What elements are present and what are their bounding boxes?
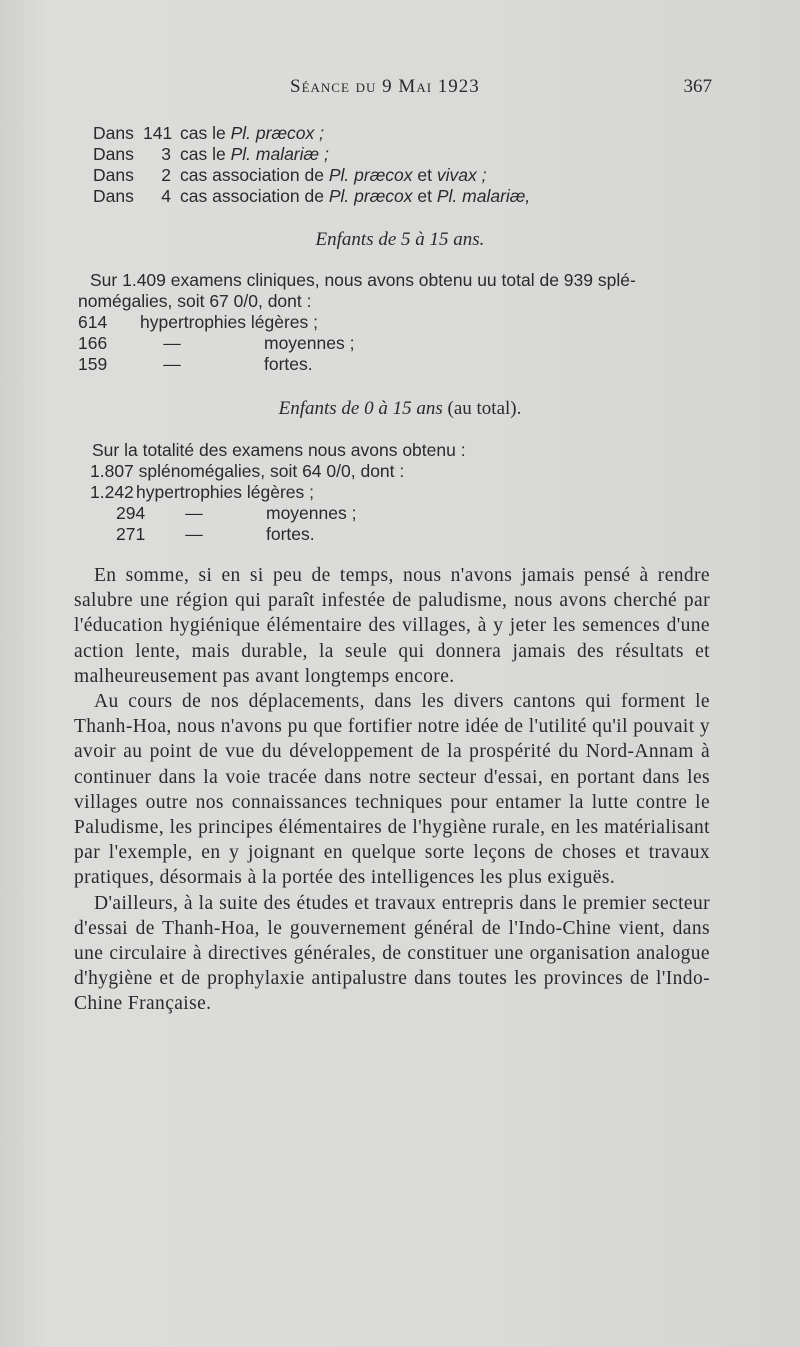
case-count: 2 — [161, 165, 171, 185]
stats-number: 271 — [116, 524, 146, 544]
stats-line: nomégalies, soit 67 0/0, dont : — [78, 291, 312, 311]
stats-number: 1.242 — [90, 482, 134, 502]
stats-text: fortes. — [266, 524, 315, 544]
case-text: cas le — [180, 123, 226, 143]
conjunction: et — [417, 186, 432, 206]
case-count: 3 — [161, 144, 171, 164]
case-text: cas association de — [180, 165, 324, 185]
case-row — [93, 123, 530, 144]
species-name: Pl. malariæ, — [436, 186, 531, 206]
case-row — [93, 165, 530, 186]
case-label: Dans — [93, 123, 134, 143]
ditto-dash: — — [185, 524, 203, 544]
stats-row — [78, 312, 710, 333]
section-heading-italic: Enfants de 0 à 15 ans — [278, 398, 443, 419]
paragraph: Au cours de nos déplacements, dans les divers cantons qui forment le Thanh-Hoa, nous n'avons pu que fortifier notre idée de l'utilité qu'il pouvait y avoir au point de vue du développement de la prospérité du Nord-Annam à continuer dans la voie tracée dans notre secteur d'essai, en portant dans les villages outre nos connaissances techniques pour entamer la lutte contre le Paludisme, les principes élémentaires de l'hygiène rurale, en les matérialisant par l'exemple, en y joignant en quelque sorte leçons de choses et travaux pratiques, désormais à la portée des intelligences les plus exiguës. — [74, 691, 710, 889]
case-row — [93, 144, 530, 165]
conjunction: et — [417, 165, 432, 185]
ditto-dash: — — [185, 503, 203, 523]
stats-row — [78, 354, 710, 375]
section-heading: Enfants de 5 à 15 ans. — [315, 229, 485, 250]
stats-text: fortes. — [264, 354, 313, 374]
body-text — [74, 563, 710, 1017]
stats-line: Sur la totalité des examens nous avons obtenu : — [92, 440, 466, 460]
stats-number: 159 — [78, 354, 108, 374]
case-text: cas association de — [180, 186, 324, 206]
case-count: 141 — [143, 123, 173, 143]
ditto-dash: — — [163, 354, 181, 374]
page-number: 367 — [683, 76, 712, 97]
stats-text: hypertrophies légères ; — [136, 482, 315, 502]
species-name: Pl. præcox — [328, 165, 413, 185]
stats-text: moyennes ; — [266, 503, 357, 523]
section2-stats — [78, 440, 710, 545]
ditto-dash: — — [163, 333, 181, 353]
stats-number: 614 — [78, 312, 108, 332]
section-heading-note: (au total). — [447, 398, 522, 419]
case-list — [93, 123, 530, 207]
stats-text: moyennes ; — [264, 333, 355, 353]
stats-line: 1.807 splénomégalies, soit 64 0/0, dont : — [90, 461, 405, 481]
case-text: cas le — [180, 144, 226, 164]
species-name: Pl. præcox — [328, 186, 413, 206]
stats-row — [78, 503, 710, 524]
stats-row — [78, 333, 710, 354]
case-row — [93, 186, 530, 207]
stats-number: 166 — [78, 333, 108, 353]
header-title: Séance du 9 Mai 1923 — [290, 76, 480, 97]
paragraph: En somme, si en si peu de temps, nous n'avons jamais pensé à rendre salubre une région qui paraît infestée de paludisme, nous avons cherché par l'éducation hygiénique élémentaire des villages, à y jeter les semences d'une action lente, mais durable, la seule qui donnera jamais des résultats et malheureusement pas avant longtemps encore. — [74, 565, 710, 687]
running-header — [0, 76, 800, 100]
case-count: 4 — [161, 186, 171, 206]
stats-line: Sur 1.409 examens cliniques, nous avons obtenu uu total de 939 splé- — [90, 270, 636, 290]
case-label: Dans — [93, 144, 134, 164]
section-heading — [0, 398, 800, 420]
stats-row — [78, 482, 710, 503]
species-name: Pl. præcox ; — [230, 123, 324, 143]
stats-text: hypertrophies légères ; — [140, 312, 319, 332]
species-name: Pl. malariæ ; — [230, 144, 329, 164]
stats-row — [78, 524, 710, 545]
stats-number: 294 — [116, 503, 146, 523]
case-label: Dans — [93, 165, 134, 185]
case-label: Dans — [93, 186, 134, 206]
paragraph: D'ailleurs, à la suite des études et travaux entrepris dans le premier secteur d'essai de Thanh-Hoa, le gouvernement général de l'Indo-Chine vient, dans une circulaire à directives générales, de constituer une organisation analogue d'hygiène et de prophylaxie antipalustre dans toutes les provinces de l'Indo-Chine Française. — [74, 892, 710, 1015]
section1-stats — [78, 270, 710, 375]
species-name: vivax ; — [436, 165, 487, 185]
